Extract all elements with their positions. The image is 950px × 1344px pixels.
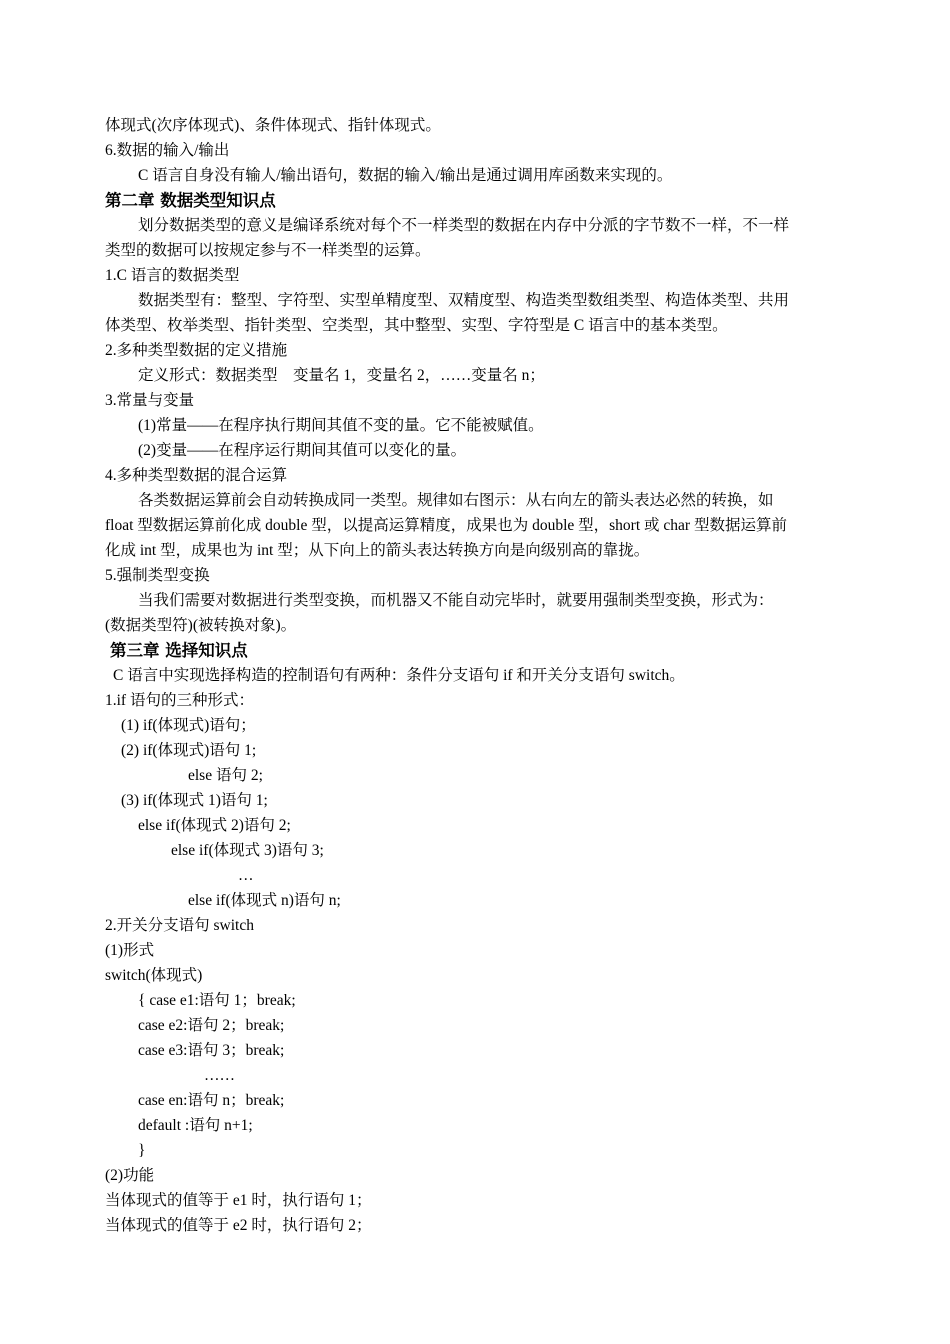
- section-heading: 2.多种类型数据的定义措施: [105, 342, 288, 359]
- paragraph-line: (数据类型符)(被转换对象)。: [105, 617, 297, 634]
- code-line: case en:语句 n；break;: [138, 1092, 285, 1109]
- code-line: { case e1:语句 1；break;: [138, 992, 296, 1009]
- code-line: (2) if(体现式)语句 1;: [121, 742, 257, 759]
- chapter-heading: 第三章 选择知识点: [110, 641, 248, 660]
- paragraph-line: 划分数据类型的意义是编译系统对每个不一样类型的数据在内存中分派的字节数不一样，不一样: [138, 217, 790, 234]
- code-line: case e3:语句 3；break;: [138, 1042, 285, 1059]
- paragraph-line: float 型数据运算前化成 double 型，以提高运算精度，成果也为 double 型，short 或 char 型数据运算前: [105, 517, 787, 534]
- paragraph-line: 定义形式：数据类型 变量名 1，变量名 2，……变量名 n；: [138, 367, 545, 384]
- subsection-heading: (2)功能: [105, 1167, 155, 1184]
- list-item: (2)变量——在程序运行期间其值可以变化的量。: [138, 442, 467, 459]
- code-line: else if(体现式 n)语句 n;: [188, 892, 341, 909]
- text-line: 体现式(次序体现式)、条件体现式、指针体现式。: [105, 117, 441, 134]
- paragraph-line: 体类型、枚举类型、指针类型、空类型，其中整型、实型、字符型是 C 语言中的基本类型。: [105, 317, 728, 334]
- subsection-heading: (1)形式: [105, 942, 155, 959]
- paragraph-line: 当体现式的值等于 e1 时，执行语句 1；: [105, 1192, 372, 1209]
- paragraph-line: 数据类型有：整型、字符型、实型单精度型、双精度型、构造类型数组类型、构造体类型、共用: [138, 292, 790, 309]
- code-line: (1) if(体现式)语句；: [121, 717, 256, 734]
- section-heading: 6.数据的输入/输出: [105, 142, 230, 159]
- section-heading: 1.if 语句的三种形式：: [105, 692, 254, 709]
- paragraph-line: 类型的数据可以按规定参与不一样类型的运算。: [105, 242, 431, 259]
- paragraph-line: C 语言中实现选择构造的控制语句有两种：条件分支语句 if 和开关分支语句 switch。: [113, 667, 685, 684]
- code-line: …: [238, 867, 254, 884]
- section-heading: 1.C 语言的数据类型: [105, 267, 240, 284]
- code-line: default :语句 n+1;: [138, 1117, 253, 1134]
- chapter-heading: 第二章 数据类型知识点: [105, 191, 276, 210]
- code-line: }: [138, 1142, 146, 1159]
- paragraph-line: C 语言自身没有输人/输出语句，数据的输入/输出是通过调用库函数来实现的。: [138, 167, 673, 184]
- paragraph-line: 化成 int 型，成果也为 int 型；从下向上的箭头表达转换方向是向级别高的靠拢。: [105, 542, 650, 559]
- section-heading: 5.强制类型变换: [105, 567, 210, 584]
- code-line: (3) if(体现式 1)语句 1;: [121, 792, 268, 809]
- code-line: else if(体现式 2)语句 2;: [138, 817, 291, 834]
- section-heading: 2.开关分支语句 switch: [105, 917, 254, 934]
- paragraph-line: 各类数据运算前会自动转换成同一类型。规律如右图示：从右向左的箭头表达必然的转换，如: [138, 492, 774, 509]
- code-line: switch(体现式): [105, 967, 203, 984]
- section-heading: 3.常量与变量: [105, 392, 195, 409]
- code-line: else 语句 2;: [188, 767, 263, 784]
- paragraph-line: 当体现式的值等于 e2 时，执行语句 2；: [105, 1217, 372, 1234]
- list-item: (1)常量——在程序执行期间其值不变的量。它不能被赋值。: [138, 417, 544, 434]
- code-line: ……: [204, 1067, 235, 1084]
- section-heading: 4.多种类型数据的混合运算: [105, 467, 288, 484]
- code-line: case e2:语句 2；break;: [138, 1017, 285, 1034]
- code-line: else if(体现式 3)语句 3;: [171, 842, 324, 859]
- paragraph-line: 当我们需要对数据进行类型变换，而机器又不能自动完毕时，就要用强制类型变换，形式为：: [138, 592, 774, 609]
